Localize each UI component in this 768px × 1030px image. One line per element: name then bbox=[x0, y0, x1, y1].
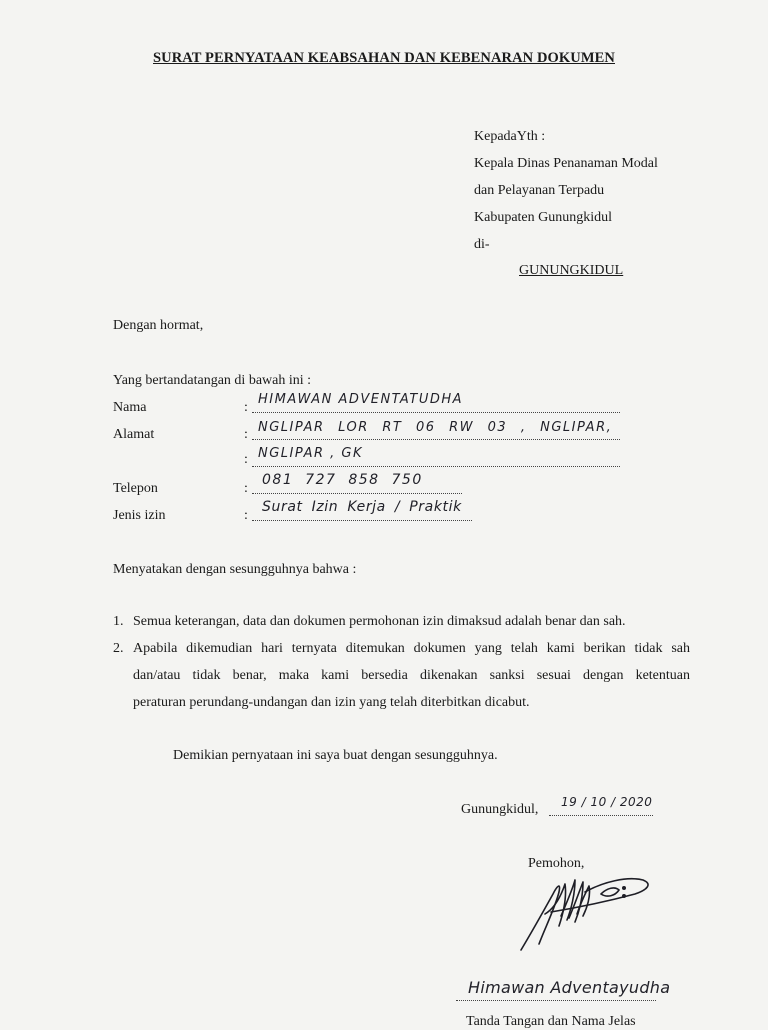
point-1-number: 1. bbox=[113, 614, 124, 629]
recipient-city: GUNUNGKIDUL bbox=[519, 263, 624, 278]
signature-caption: Tanda Tangan dan Nama Jelas bbox=[466, 1014, 636, 1029]
telepon-dotted-line bbox=[252, 493, 462, 494]
point-2-line-2: dan/atau tidak benar, maka kami bersedia dikenakan sanksi sesuai dengan ketentuan bbox=[133, 668, 690, 683]
statement-intro: Menyatakan dengan sesungguhnya bahwa : bbox=[113, 562, 357, 577]
place-text: Gunungkidul, bbox=[461, 802, 539, 817]
alamat-value-2: NGLIPAR , GK bbox=[258, 446, 363, 461]
signature-image bbox=[515, 868, 655, 958]
signature-label: Pemohon, bbox=[528, 856, 585, 871]
alamat-dotted-line-2 bbox=[252, 466, 620, 467]
nama-value: HIMAWAN ADVENTATUDHA bbox=[258, 392, 464, 407]
point-2-number: 2. bbox=[113, 641, 124, 656]
nama-colon: : bbox=[244, 400, 248, 415]
point-1-text: Semua keterangan, data dan dokumen permohonan izin dimaksud adalah benar dan sah. bbox=[133, 614, 626, 629]
recipient-line-3: dan Pelayanan Terpadu bbox=[474, 183, 605, 198]
recipient-line-5: di- bbox=[474, 237, 490, 252]
alamat-value-1: NGLIPAR LOR RT 06 RW 03 , NGLIPAR, bbox=[258, 420, 613, 435]
alamat-colon-2: : bbox=[244, 452, 248, 467]
salutation: Dengan hormat, bbox=[113, 318, 204, 333]
telepon-label: Telepon bbox=[113, 481, 158, 496]
point-2-line-1: Apabila dikemudian hari ternyata ditemukan dokumen yang telah kami berikan tidak sah bbox=[133, 641, 690, 656]
jenis-izin-value: Surat Izin Kerja / Praktik bbox=[262, 499, 462, 515]
nama-label: Nama bbox=[113, 400, 147, 415]
closing-statement: Demikian pernyataan ini saya buat dengan sesungguhnya. bbox=[173, 748, 498, 763]
jenis-izin-dotted-line bbox=[252, 520, 472, 521]
alamat-dotted-line-1 bbox=[252, 439, 620, 440]
nama-dotted-line bbox=[252, 412, 620, 413]
jenis-izin-label: Jenis izin bbox=[113, 508, 166, 523]
signature-dotted-line bbox=[456, 1000, 656, 1001]
recipient-line-4: Kabupaten Gunungkidul bbox=[474, 210, 613, 225]
alamat-colon: : bbox=[244, 427, 248, 442]
document-title: SURAT PERNYATAAN KEABSAHAN DAN KEBENARAN DOKUMEN bbox=[153, 50, 615, 66]
date-dotted-line bbox=[549, 815, 653, 816]
intro-text: Yang bertandatangan di bawah ini : bbox=[113, 373, 312, 388]
date-value: 19 / 10 / 2020 bbox=[561, 795, 653, 809]
signature-name: Himawan Adventayudha bbox=[468, 978, 671, 997]
telepon-colon: : bbox=[244, 481, 248, 496]
telepon-value: 081 727 858 750 bbox=[262, 472, 423, 488]
recipient-line-2: Kepala Dinas Penanaman Modal bbox=[474, 156, 658, 171]
alamat-label: Alamat bbox=[113, 427, 155, 442]
point-2-line-3: peraturan perundang-undangan dan izin yang telah diterbitkan dicabut. bbox=[133, 695, 530, 710]
jenis-izin-colon: : bbox=[244, 508, 248, 523]
recipient-line-1: KepadaYth : bbox=[474, 129, 546, 144]
